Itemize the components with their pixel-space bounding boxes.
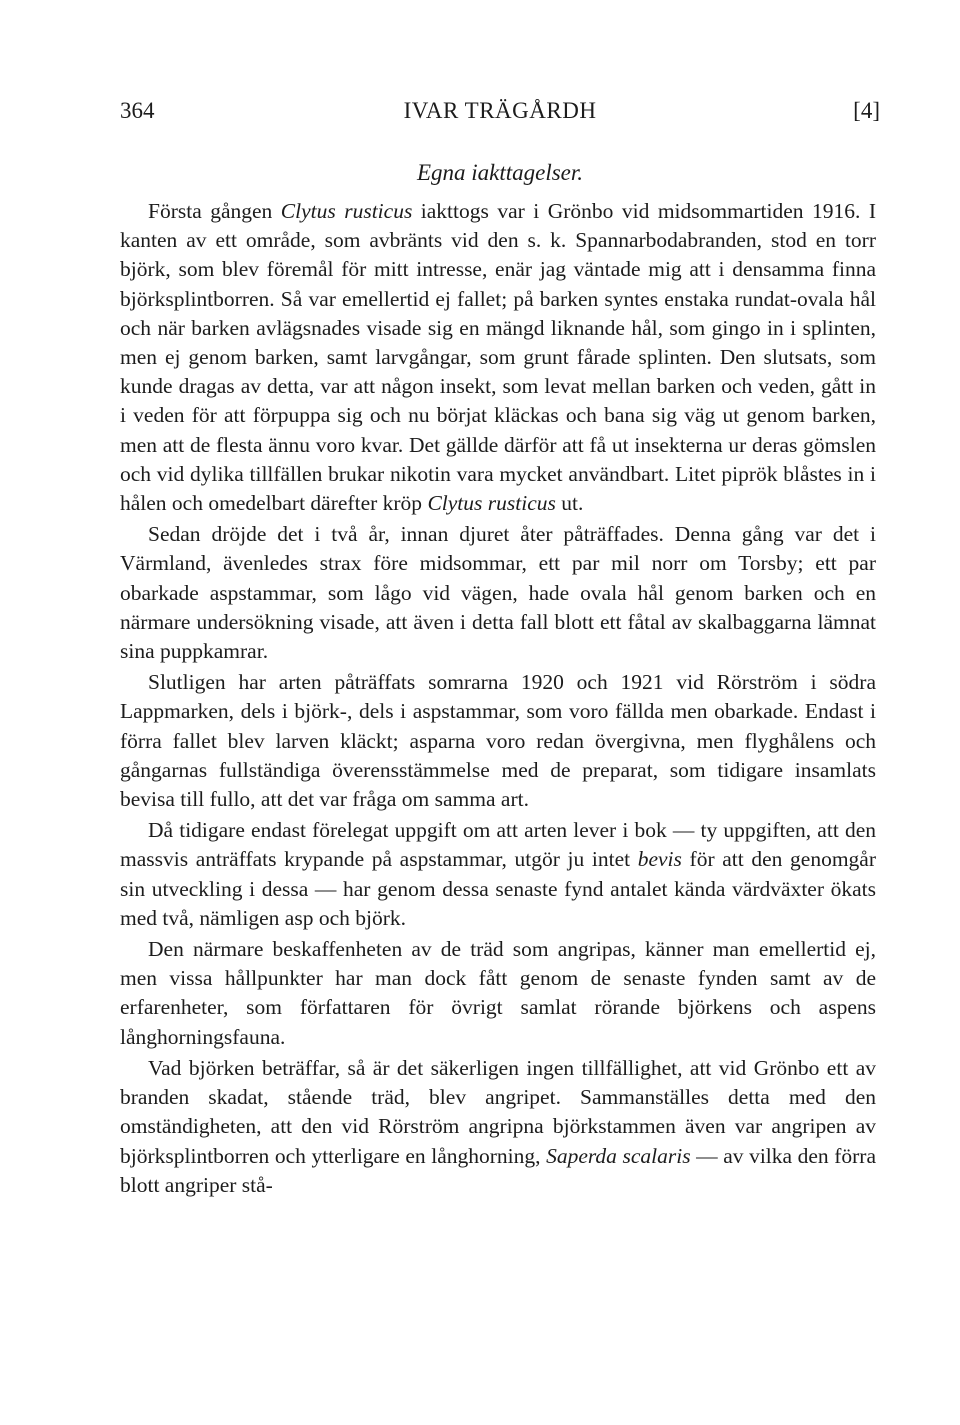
- paragraph-5: Den närmare beskaffenheten av de träd som angripas, känner man emellertid ej, men vissa hållpunkter har man dock fått genom de senaste fynden samt av de erfarenheter, som författaren för övrigt samlat rörande björkens och aspens långhorningsfauna.: [120, 937, 876, 1049]
- species-name: Clytus rusticus: [280, 199, 413, 223]
- paragraph-4: Då tidigare endast förelegat uppgift om att arten lever i bok — ty uppgiften, att den massvis anträffats krypande på aspstammar, utgör ju intet bevis för att den genomgår sin utveckling i dessa — har genom dessa senaste fynd antalet kända värdväxter ökats med två, nämligen asp och björk.: [120, 818, 876, 930]
- paragraph-2: Sedan dröjde det i två år, innan djuret åter påträffades. Denna gång var det i Värmland, ävenledes strax före midsommar, ett par mil norr om Torsby; ett par obarkade aspstammar, som lågo vid vägen, hade ovala hål genom barken och en närmare undersökning visade, att även i detta fall blott ett fåtal av skalbaggarna lämnat sina puppkamrar.: [120, 522, 876, 664]
- body-text: [120, 197, 876, 1200]
- paragraph-6: Vad björken beträffar, så är det säkerligen ingen tillfällighet, att vid Grönbo ett av branden skadat, stående träd, blev angripet. Sammanställes detta med den omständigheten, att den vid Rörström angripna björkstammen även var angripen av björksplintborren och ytterligare en långhorning, Saperda scalaris — av vilka den förra blott angriper stå-: [120, 1055, 877, 1197]
- paragraph-3: Slutligen har arten påträffats somrarna 1920 och 1921 vid Rörström i södra Lappmarken, dels i björk-, dels i aspstammar, som voro fällda men obarkade. Endast i förra fallet blev larven kläckt; asparna voro redan övergivna, men flyghålens och gångarnas fullständiga överensstämmelse med de preparat, som tidigare insamlats bevisa till fullo, att det var fråga om samma art.: [120, 670, 876, 812]
- emphasis: bevis: [637, 847, 682, 872]
- part-number: [4]: [853, 98, 880, 123]
- species-name: Clytus rusticus: [427, 491, 556, 516]
- page-number: 364: [120, 98, 155, 123]
- paragraph-1: Första gången Clytus rusticus iakttogs var i Grönbo vid midsommartiden 1916. I kanten av ett område, som avbränts vid den s. k. Spannarbodabranden, stod en torr björk, som blev föremål för mitt intresse, enär jag väntade mig att i densamma finna björksplintborren. Så var emellertid ej fallet; på barken syntes enstaka rundat-ovala hål och när barken avlägsnades visade sig en mängd liknande hål, som gingo in i splinten, men ej genom barken, samt larvgångar, som grunt fårade splinten. Den slutsats, som kunde dragas av detta, var att någon insekt, som levat mellan barken och veden, gått in i veden för att förpuppa sig och nu börjat kläckas och bana sig väg ut genom barken, men att de flesta ännu voro kvar. Det gällde därför att få ut insekterna ur deras gömslen och vid dylika tillfällen brukar nikotin vara mycket användbart. Litet piprök blåstes in i hålen och omedelbart därefter kröp Clytus rusticus ut.: [120, 199, 876, 516]
- running-header: [120, 93, 880, 129]
- species-name: Saperda scalaris: [546, 1143, 691, 1168]
- section-heading: Egna iakttagelser.: [416, 160, 584, 185]
- running-title: IVAR TRÄGÅRDH: [403, 98, 597, 123]
